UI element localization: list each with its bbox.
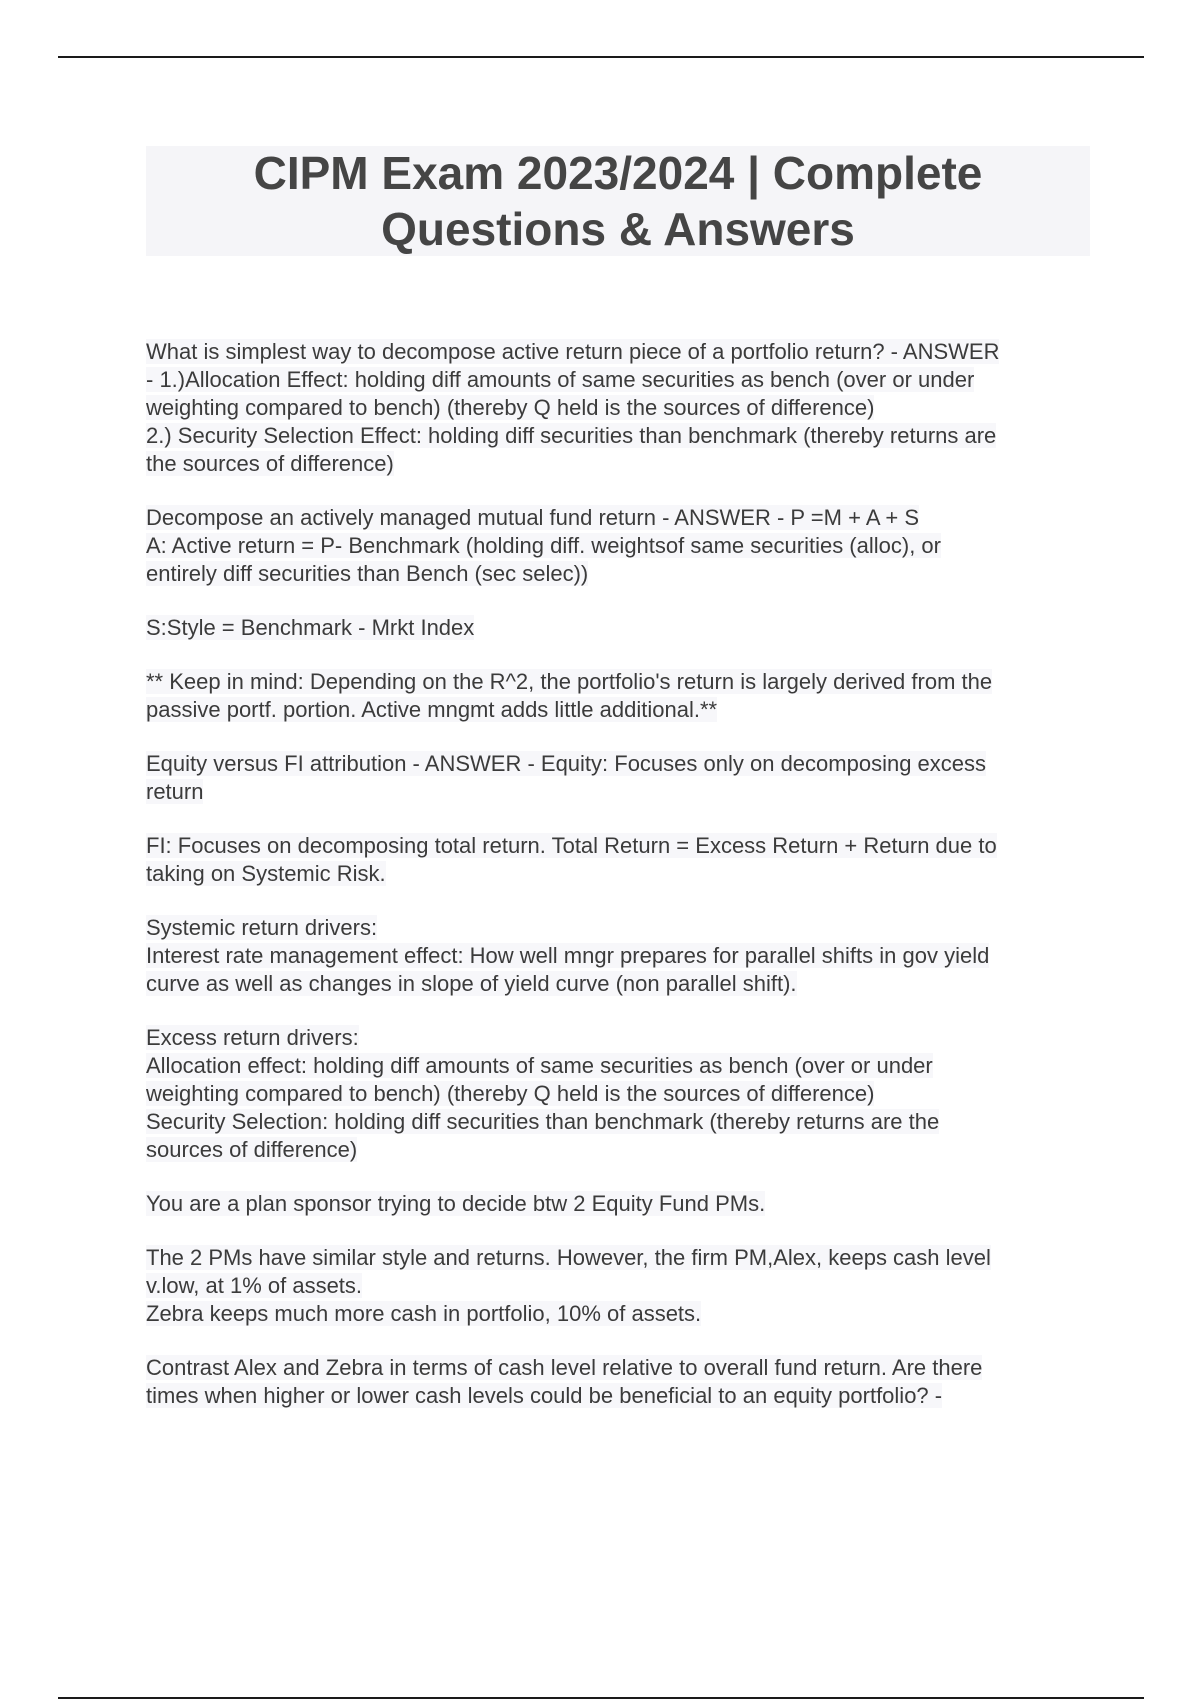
text-line-content: curve as well as changes in slope of yield curve (non parallel shift). [146,971,797,996]
text-line [146,942,1090,970]
text-line [146,532,1090,560]
text-line-content: v.low, at 1% of assets. [146,1273,363,1298]
title-line: Questions & Answers [381,203,855,255]
text-line [146,1080,1090,1108]
text-line-content: - 1.)Allocation Effect: holding diff amounts of same securities as bench (over or under [146,367,975,392]
text-line [146,1052,1090,1080]
text-line [146,450,1090,478]
header-rule [58,56,1144,58]
text-line [146,1108,1090,1136]
text-line [146,422,1090,450]
qa-paragraph [146,614,1090,642]
text-line-content: weighting compared to bench) (thereby Q held is the sources of difference) [146,395,875,420]
text-line [146,914,1090,942]
text-line-content: sources of difference) [146,1137,358,1162]
text-line-content: times when higher or lower cash levels could be beneficial to an equity portfolio? - [146,1383,943,1408]
text-line [146,366,1090,394]
text-line-content: weighting compared to bench) (thereby Q held is the sources of difference) [146,1081,875,1106]
qa-paragraph [146,832,1090,888]
text-line [146,1300,1090,1328]
qa-paragraph [146,668,1090,724]
text-line-content: the sources of difference) [146,451,394,476]
text-line-content: Interest rate management effect: How well mngr prepares for parallel shifts in gov yield [146,943,990,968]
text-line-content: ** Keep in mind: Depending on the R^2, the portfolio's return is largely derived from the [146,669,993,694]
text-line-content: 2.) Security Selection Effect: holding diff securities than benchmark (thereby returns are [146,423,997,448]
qa-paragraph [146,1354,1090,1410]
text-line-content: Excess return drivers: [146,1025,359,1050]
text-line [146,560,1090,588]
text-line-content: Allocation effect: holding diff amounts of same securities as bench (over or under [146,1053,933,1078]
text-line-content: passive portf. portion. Active mngmt adds little additional.** [146,697,718,722]
text-line [146,1024,1090,1052]
qa-paragraph [146,504,1090,588]
text-line-content: Zebra keeps much more cash in portfolio, 10% of assets. [146,1301,702,1326]
text-line [146,778,1090,806]
title-line: CIPM Exam 2023/2024 | Complete [253,147,983,199]
text-line [146,394,1090,422]
text-line-content: Security Selection: holding diff securities than benchmark (thereby returns are the [146,1109,940,1134]
text-line [146,1354,1090,1382]
text-line-content: return [146,779,204,804]
document-body [146,338,1090,1436]
text-line [146,860,1090,888]
text-line-content: Equity versus FI attribution - ANSWER - Equity: Focuses only on decomposing excess [146,751,987,776]
text-line [146,970,1090,998]
qa-paragraph [146,1244,1090,1328]
title-banner [146,146,1090,256]
text-line-content: S:Style = Benchmark - Mrkt Index [146,615,475,640]
text-line [146,832,1090,860]
text-line-content: The 2 PMs have similar style and returns. However, the firm PM,Alex, keeps cash level [146,1245,991,1270]
qa-paragraph [146,1024,1090,1164]
text-line-content: You are a plan sponsor trying to decide btw 2 Equity Fund PMs. [146,1191,766,1216]
footer-rule [58,1697,1144,1699]
text-line [146,1190,1090,1218]
text-line [146,1244,1090,1272]
qa-paragraph [146,1190,1090,1218]
text-line [146,1382,1090,1410]
text-line [146,1272,1090,1300]
text-line [146,1136,1090,1164]
text-line-content: A: Active return = P- Benchmark (holding diff. weightsof same securities (alloc), or [146,533,941,558]
text-line-content: Contrast Alex and Zebra in terms of cash level relative to overall fund return. Are there [146,1355,983,1380]
text-line-content: taking on Systemic Risk. [146,861,386,886]
text-line [146,750,1090,778]
qa-paragraph [146,750,1090,806]
text-line-content: Decompose an actively managed mutual fund return - ANSWER - P =M + A + S [146,505,920,530]
qa-paragraph [146,914,1090,998]
text-line [146,668,1090,696]
text-line [146,338,1090,366]
text-line-content: Systemic return drivers: [146,915,378,940]
qa-paragraph [146,338,1090,478]
document-title [254,145,983,257]
text-line-content: entirely diff securities than Bench (sec selec)) [146,561,589,586]
text-line [146,614,1090,642]
text-line-content: FI: Focuses on decomposing total return. Total Return = Excess Return + Return due to [146,833,997,858]
text-line [146,696,1090,724]
text-line-content: What is simplest way to decompose active return piece of a portfolio return? - ANSWER [146,339,1000,364]
text-line [146,504,1090,532]
